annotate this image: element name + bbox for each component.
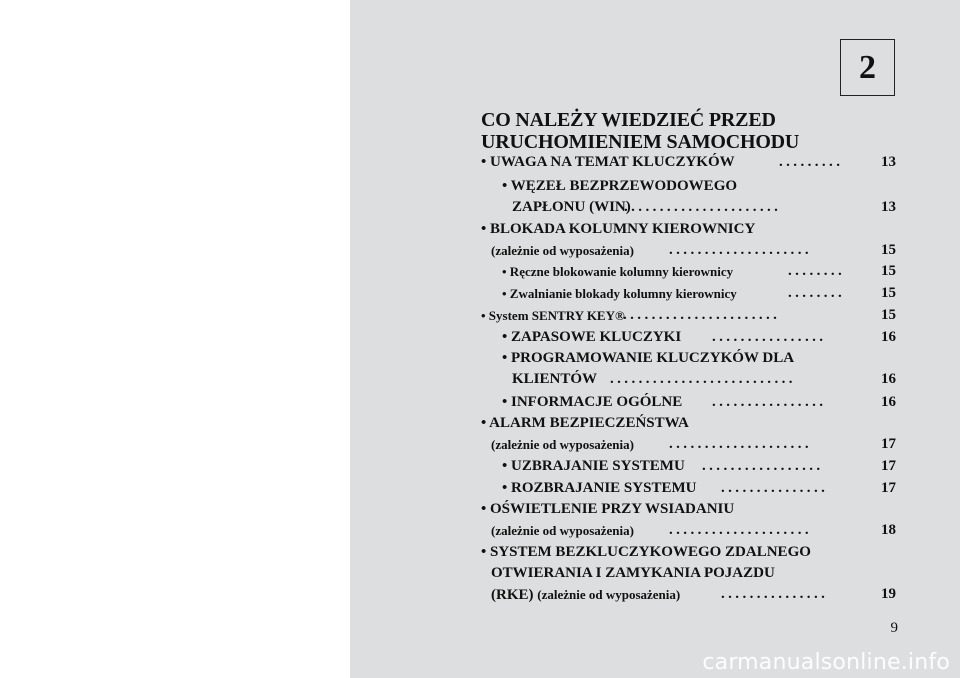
toc-entry-13-line2: (zależnie od wyposażenia) (491, 523, 634, 538)
toc-entry-14-line2: OTWIERANIA I ZAMYKANIA POJAZDU (491, 565, 775, 581)
toc-entry-6[interactable] (481, 305, 896, 327)
toc-entry-14-page: 19 (881, 586, 896, 602)
toc-entry-7[interactable] (502, 327, 896, 348)
toc-entry-4[interactable] (502, 261, 896, 283)
toc-entry-13[interactable] (481, 499, 896, 541)
toc-entry-3-line1: • BLOKADA KOLUMNY KIEROWNICY (481, 221, 756, 237)
toc-entry-13-line1: • OŚWIETLENIE PRZY WSIADANIU (481, 501, 735, 517)
leader-dots: .................... (669, 522, 812, 538)
toc-entry-14-line3-sub: (zależnie od wyposażenia) (537, 587, 681, 602)
toc-entry-9[interactable] (502, 392, 896, 413)
toc-entry-14[interactable] (481, 542, 896, 605)
toc-entry-14-line1: • SYSTEM BEZKLUCZYKOWEGO ZDALNEGO (481, 544, 811, 560)
leader-dots: .................... (669, 436, 812, 452)
leader-dots: ........ (788, 263, 846, 279)
leader-dots: ............... (721, 480, 829, 496)
manual-page (350, 0, 960, 678)
toc-entry-9-text: • INFORMACJE OGÓLNE (502, 394, 683, 410)
chapter-title-line1: CO NALEŻY WIEDZIEĆ PRZED (481, 109, 776, 131)
leader-dots: ......... (779, 154, 844, 170)
toc-entry-1-page: 13 (881, 154, 896, 170)
toc-entry-10-page: 17 (881, 436, 896, 452)
toc-entry-11-text: • UZBRAJANIE SYSTEMU (502, 458, 685, 474)
toc-entry-5-text: • Zwalnianie blokady kolumny kierownicy (502, 286, 737, 301)
toc-entry-5-page: 15 (881, 285, 896, 301)
toc-entry-3-page: 15 (881, 242, 896, 258)
toc-entry-6-text: • System SENTRY KEY® (481, 308, 625, 323)
chapter-title-line2: URUCHOMIENIEM SAMOCHODU (481, 131, 800, 153)
table-of-contents (350, 0, 960, 678)
chapter-number: 2 (859, 48, 876, 86)
toc-entry-2-line1: • WĘZEŁ BEZPRZEWODOWEGO (502, 178, 738, 194)
leader-dots: ............... (721, 586, 829, 602)
toc-entry-4-page: 15 (881, 263, 896, 279)
toc-entry-1-text: • UWAGA NA TEMAT KLUCZYKÓW (481, 154, 735, 170)
toc-entry-2-page: 13 (881, 199, 896, 215)
toc-entry-7-text: • ZAPASOWE KLUCZYKI (502, 329, 682, 345)
leader-dots: .................... (669, 242, 812, 258)
toc-entry-1[interactable] (481, 152, 896, 173)
toc-entry-8-line2: KLIENTÓW (512, 371, 598, 387)
toc-entry-11-page: 17 (881, 458, 896, 474)
leader-dots: ...................... (623, 307, 781, 323)
toc-entry-10[interactable] (481, 413, 896, 455)
leader-dots: ...................... (624, 199, 782, 215)
toc-entry-9-page: 16 (881, 394, 896, 410)
toc-entry-14-line3: (RKE) (491, 587, 534, 603)
toc-entry-2-line2: ZAPŁONU (WIN) (512, 199, 631, 215)
left-blank-page (0, 0, 350, 678)
toc-entry-11[interactable] (502, 456, 896, 477)
leader-dots: ........ (788, 285, 846, 301)
page-number: 9 (890, 620, 898, 636)
toc-entry-3[interactable] (481, 219, 896, 261)
toc-entry-13-page: 18 (881, 522, 896, 538)
watermark: carmanualsonline.info (702, 649, 950, 675)
leader-dots: ................. (702, 458, 824, 474)
toc-entry-7-page: 16 (881, 329, 896, 345)
toc-entry-12-text: • ROZBRAJANIE SYSTEMU (502, 480, 697, 496)
leader-dots: ................ (712, 394, 827, 410)
toc-entry-2[interactable] (502, 176, 896, 218)
toc-entry-4-text: • Ręczne blokowanie kolumny kierownicy (502, 264, 734, 279)
toc-entry-10-line1: • ALARM BEZPIECZEŃSTWA (481, 415, 689, 431)
toc-entry-6-page: 15 (881, 307, 896, 323)
leader-dots: .......................... (610, 371, 796, 387)
toc-entry-8-line1: • PROGRAMOWANIE KLUCZYKÓW DLA (502, 350, 795, 366)
toc-entry-3-line2: (zależnie od wyposażenia) (491, 243, 634, 258)
toc-entry-8[interactable] (502, 348, 896, 390)
leader-dots: ................ (712, 329, 827, 345)
toc-entry-12-page: 17 (881, 480, 896, 496)
toc-entry-5[interactable] (502, 283, 896, 305)
toc-entry-12[interactable] (502, 478, 896, 499)
toc-entry-10-line2: (zależnie od wyposażenia) (491, 437, 634, 452)
toc-entry-8-page: 16 (881, 371, 896, 387)
